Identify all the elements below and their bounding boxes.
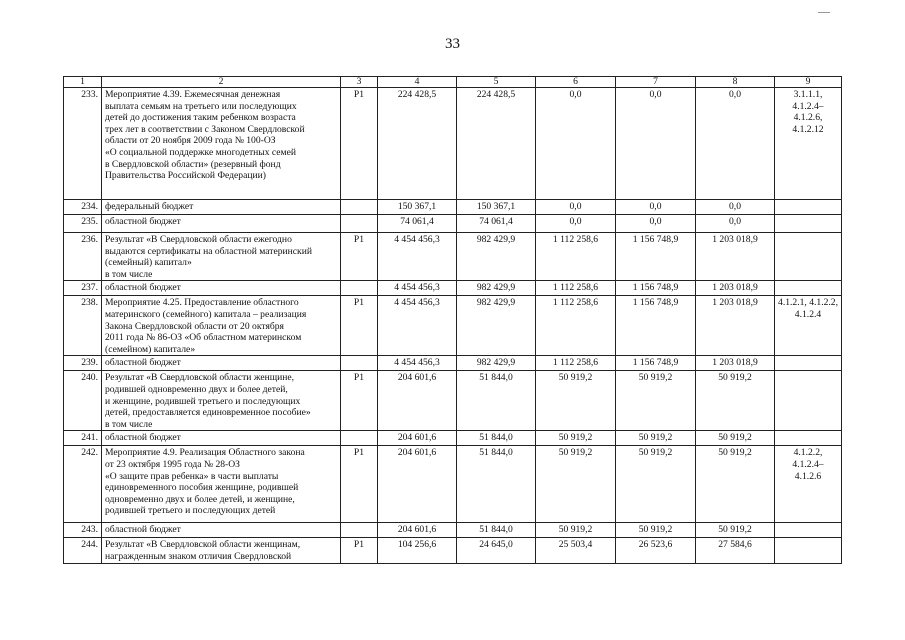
- year-value-cell: 74 061,4: [457, 215, 536, 233]
- year-value-cell: 982 429,9: [457, 233, 536, 281]
- item-name-cell: Результат «В Свердловской области женщине, родившей одновременно двух и более детей, и женщине, родившей третьего и последующих детей, предоставляется единовременное пособие» в том числе: [102, 371, 341, 431]
- year-value-cell: 50 919,2: [616, 523, 696, 538]
- year-value-cell: 1 112 258,6: [536, 356, 616, 371]
- target-index-cell: 4.1.2.1, 4.1.2.2, 4.1.2.4: [775, 296, 842, 356]
- year-value-cell: 1 156 748,9: [616, 356, 696, 371]
- target-index-cell: [775, 356, 842, 371]
- code-cell: [341, 281, 378, 296]
- year-value-cell: 1 112 258,6: [536, 296, 616, 356]
- table-row: [64, 446, 842, 523]
- year-value-cell: 26 523,6: [616, 538, 696, 563]
- total-cell: 204 601,6: [378, 523, 457, 538]
- target-index-cell: [775, 538, 842, 563]
- year-value-cell: 50 919,2: [696, 431, 775, 446]
- year-value-cell: 0,0: [696, 200, 775, 215]
- item-name-cell: Мероприятие 4.39. Ежемесячная денежная выплата семьям на третьего или последующих детей до достижения таким ребенком возраста трех лет в соответствии с Законом Свердловской области от 20 ноября 2009 года № 100-ОЗ «О социальной поддержке многодетных семей в Свердловской области» (резервный фонд Правительства Российской Федерации): [102, 88, 341, 200]
- year-value-cell: 51 844,0: [457, 431, 536, 446]
- item-name-cell: Результат «В Свердловской области ежегодно выдаются сертификаты на областной материнский (семейный) капитал» в том числе: [102, 233, 341, 281]
- year-value-cell: 24 645,0: [457, 538, 536, 563]
- column-number: 6: [536, 77, 616, 88]
- year-value-cell: 1 112 258,6: [536, 281, 616, 296]
- total-cell: 4 454 456,3: [378, 296, 457, 356]
- year-value-cell: 50 919,2: [616, 431, 696, 446]
- code-cell: Р1: [341, 88, 378, 200]
- total-cell: 150 367,1: [378, 200, 457, 215]
- total-cell: 74 061,4: [378, 215, 457, 233]
- year-value-cell: 51 844,0: [457, 371, 536, 431]
- total-cell: 224 428,5: [378, 88, 457, 200]
- table-row: [64, 233, 842, 281]
- year-value-cell: 1 203 018,9: [696, 296, 775, 356]
- year-value-cell: 0,0: [536, 215, 616, 233]
- code-cell: Р1: [341, 296, 378, 356]
- row-number-cell: 244.: [64, 538, 102, 563]
- year-value-cell: 50 919,2: [616, 446, 696, 523]
- code-cell: [341, 200, 378, 215]
- year-value-cell: 1 156 748,9: [616, 296, 696, 356]
- total-cell: 104 256,6: [378, 538, 457, 563]
- column-number: 4: [378, 77, 457, 88]
- item-name-cell: федеральный бюджет: [102, 200, 341, 215]
- year-value-cell: 50 919,2: [536, 446, 616, 523]
- page-number: 33: [445, 36, 460, 52]
- year-value-cell: 0,0: [696, 88, 775, 200]
- item-name-cell: Мероприятие 4.25. Предоставление областного материнского (семейного) капитала – реализация Закона Свердловской области от 20 октября 2011 года № 86-ОЗ «Об областном материнском (семейном) капитале»: [102, 296, 341, 356]
- code-cell: Р1: [341, 233, 378, 281]
- column-number: 7: [616, 77, 696, 88]
- year-value-cell: 0,0: [536, 200, 616, 215]
- year-value-cell: 50 919,2: [536, 371, 616, 431]
- year-value-cell: 1 112 258,6: [536, 233, 616, 281]
- year-value-cell: 50 919,2: [536, 523, 616, 538]
- year-value-cell: 982 429,9: [457, 356, 536, 371]
- total-cell: 4 454 456,3: [378, 356, 457, 371]
- row-number-cell: 234.: [64, 200, 102, 215]
- item-name-cell: областной бюджет: [102, 431, 341, 446]
- year-value-cell: 0,0: [616, 88, 696, 200]
- total-cell: 204 601,6: [378, 431, 457, 446]
- year-value-cell: 51 844,0: [457, 446, 536, 523]
- table-row: [64, 523, 842, 538]
- column-number: 5: [457, 77, 536, 88]
- table-row: [64, 431, 842, 446]
- year-value-cell: 1 203 018,9: [696, 233, 775, 281]
- row-number-cell: 236.: [64, 233, 102, 281]
- year-value-cell: 50 919,2: [696, 446, 775, 523]
- target-index-cell: [775, 200, 842, 215]
- table-row: [64, 200, 842, 215]
- year-value-cell: 0,0: [696, 215, 775, 233]
- table-row: [64, 281, 842, 296]
- year-value-cell: 1 203 018,9: [696, 281, 775, 296]
- table-row: [64, 538, 842, 563]
- year-value-cell: 50 919,2: [536, 431, 616, 446]
- year-value-cell: 50 919,2: [616, 371, 696, 431]
- year-value-cell: 1 203 018,9: [696, 356, 775, 371]
- year-value-cell: 51 844,0: [457, 523, 536, 538]
- item-name-cell: Результат «В Свердловской области женщинам, награжденным знаком отличия Свердловской: [102, 538, 341, 563]
- total-cell: 4 454 456,3: [378, 281, 457, 296]
- year-value-cell: 27 584,6: [696, 538, 775, 563]
- row-number-cell: 233.: [64, 88, 102, 200]
- code-cell: Р1: [341, 371, 378, 431]
- row-number-cell: 241.: [64, 431, 102, 446]
- item-name-cell: областной бюджет: [102, 356, 341, 371]
- row-number-cell: 243.: [64, 523, 102, 538]
- row-number-cell: 242.: [64, 446, 102, 523]
- code-cell: [341, 356, 378, 371]
- row-number-cell: 237.: [64, 281, 102, 296]
- row-number-cell: 235.: [64, 215, 102, 233]
- year-value-cell: 982 429,9: [457, 281, 536, 296]
- year-value-cell: 0,0: [536, 88, 616, 200]
- item-name-cell: Мероприятие 4.9. Реализация Областного закона от 23 октября 1995 года № 28-ОЗ «О защите прав ребенка» в части выплаты единовременного пособия женщине, родившей одновременно двух и более детей, и женщине, родившей третьего и последующих детей: [102, 446, 341, 523]
- target-index-cell: 4.1.2.2, 4.1.2.4– 4.1.2.6: [775, 446, 842, 523]
- year-value-cell: 1 156 748,9: [616, 281, 696, 296]
- item-name-cell: областной бюджет: [102, 523, 341, 538]
- year-value-cell: 25 503,4: [536, 538, 616, 563]
- year-value-cell: 0,0: [616, 215, 696, 233]
- target-index-cell: 3.1.1.1, 4.1.2.4– 4.1.2.6, 4.1.2.12: [775, 88, 842, 200]
- code-cell: [341, 215, 378, 233]
- column-number: 3: [341, 77, 378, 88]
- column-number-row: [64, 77, 842, 88]
- code-cell: [341, 431, 378, 446]
- year-value-cell: 1 156 748,9: [616, 233, 696, 281]
- total-cell: 204 601,6: [378, 446, 457, 523]
- code-cell: Р1: [341, 446, 378, 523]
- total-cell: 4 454 456,3: [378, 233, 457, 281]
- year-value-cell: 50 919,2: [696, 371, 775, 431]
- scan-mark: [818, 12, 830, 13]
- table-row: [64, 356, 842, 371]
- budget-table: [63, 76, 842, 564]
- target-index-cell: [775, 233, 842, 281]
- target-index-cell: [775, 281, 842, 296]
- year-value-cell: 982 429,9: [457, 296, 536, 356]
- item-name-cell: областной бюджет: [102, 215, 341, 233]
- total-cell: 204 601,6: [378, 371, 457, 431]
- column-number: 2: [102, 77, 341, 88]
- target-index-cell: [775, 523, 842, 538]
- row-number-cell: 238.: [64, 296, 102, 356]
- year-value-cell: 50 919,2: [696, 523, 775, 538]
- item-name-cell: областной бюджет: [102, 281, 341, 296]
- column-number: 8: [696, 77, 775, 88]
- year-value-cell: 0,0: [616, 200, 696, 215]
- year-value-cell: 150 367,1: [457, 200, 536, 215]
- table-row: [64, 371, 842, 431]
- year-value-cell: 224 428,5: [457, 88, 536, 200]
- column-number: 9: [775, 77, 842, 88]
- target-index-cell: [775, 431, 842, 446]
- target-index-cell: [775, 215, 842, 233]
- table-row: [64, 215, 842, 233]
- table-row: [64, 88, 842, 200]
- row-number-cell: 240.: [64, 371, 102, 431]
- target-index-cell: [775, 371, 842, 431]
- row-number-cell: 239.: [64, 356, 102, 371]
- code-cell: [341, 523, 378, 538]
- column-number: 1: [64, 77, 102, 88]
- code-cell: Р1: [341, 538, 378, 563]
- table-row: [64, 296, 842, 356]
